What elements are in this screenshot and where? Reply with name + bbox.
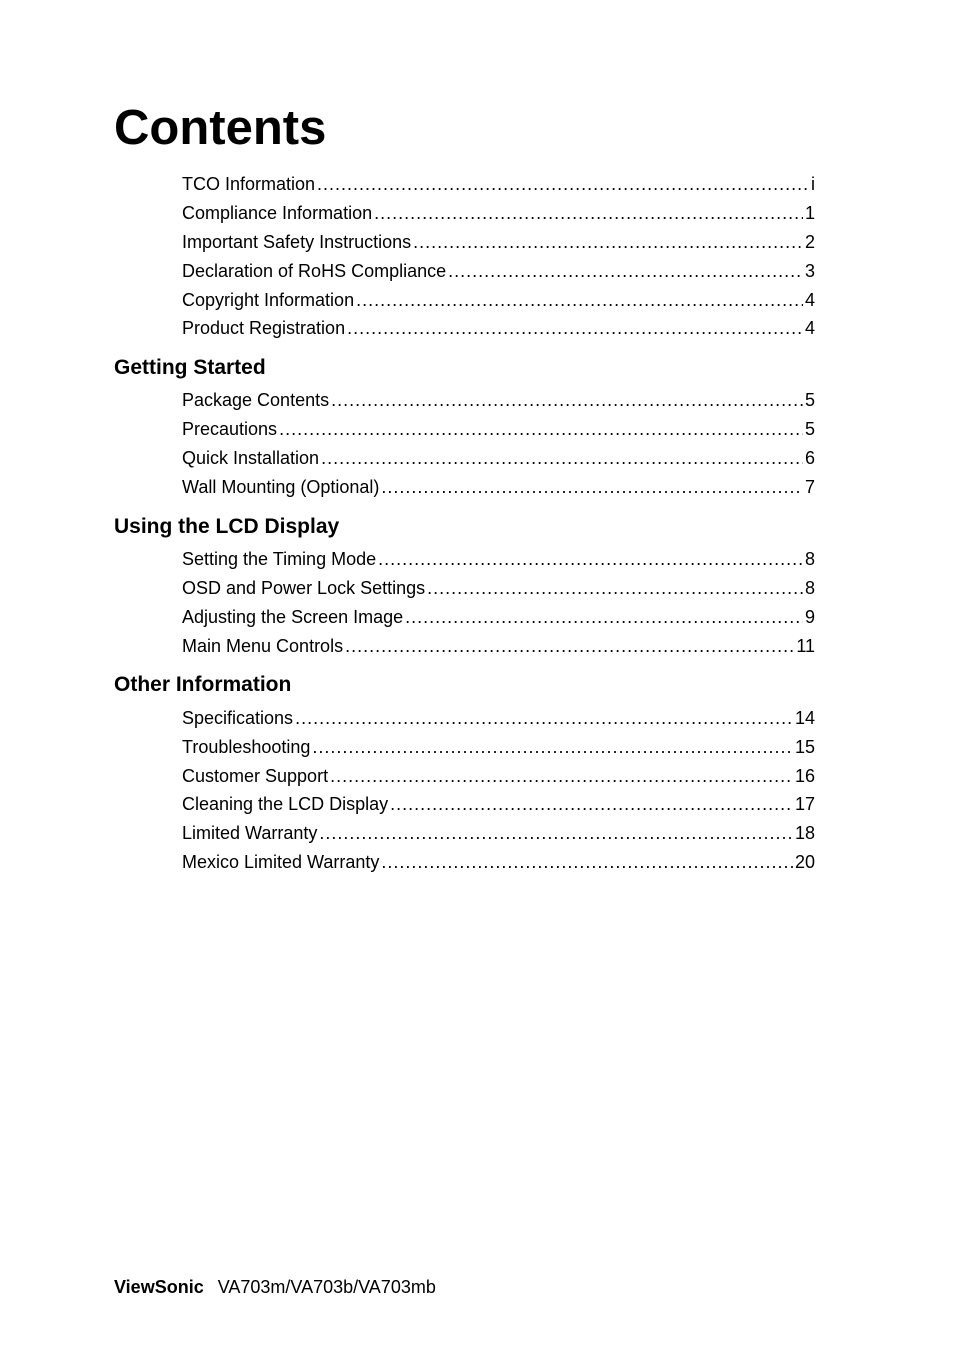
toc-entry-precautions[interactable] (182, 417, 815, 441)
toc-entry-leader (312, 735, 793, 759)
toc-entry-leader (319, 821, 793, 845)
toc-entry-page: 8 (804, 578, 815, 598)
toc-entry-leader (405, 605, 803, 629)
toc-entry-page: 1 (804, 203, 815, 223)
toc-entry-mexico-limited-warranty[interactable] (182, 850, 815, 874)
toc-entry-title: Wall Mounting (Optional) (182, 477, 380, 497)
toc-entry-title: Compliance Information (182, 203, 373, 223)
toc-entry-page: 6 (804, 448, 815, 468)
toc-entry-limited-warranty[interactable] (182, 821, 815, 845)
toc-entry-title: Setting the Timing Mode (182, 549, 377, 569)
toc-entry-title: Quick Installation (182, 448, 320, 468)
toc-entry-title: Troubleshooting (182, 737, 311, 757)
toc-entry-adjusting-the-screen-image[interactable] (182, 605, 815, 629)
page-title: Contents (114, 101, 327, 155)
toc-entry-title: Mexico Limited Warranty (182, 852, 380, 872)
toc-entry-customer-support[interactable] (182, 764, 815, 788)
toc-entry-title: Cleaning the LCD Display (182, 794, 389, 814)
toc-entry-leader (378, 547, 803, 571)
section-heading-using-the-lcd-display[interactable]: Using the LCD Display (114, 515, 340, 538)
toc-entry-title: OSD and Power Lock Settings (182, 578, 426, 598)
footer-brand: ViewSonic (114, 1277, 204, 1297)
toc-entry-title: Specifications (182, 708, 294, 728)
toc-entry-leader (317, 172, 809, 196)
toc-entry-title: Important Safety Instructions (182, 232, 412, 252)
toc-entry-setting-the-timing-mode[interactable] (182, 547, 815, 571)
toc-entry-page: 4 (804, 318, 815, 338)
toc-entry-leader (345, 634, 794, 658)
toc-entry-page: 4 (804, 290, 815, 310)
toc-entry-title: Adjusting the Screen Image (182, 607, 404, 627)
toc-entry-page: 14 (794, 708, 815, 728)
toc-entry-compliance-information[interactable] (182, 201, 815, 225)
toc-entry-page: 2 (804, 232, 815, 252)
toc-entry-wall-mounting[interactable] (182, 475, 815, 499)
toc-entry-leader (374, 201, 803, 225)
toc-entry-page: i (811, 174, 815, 194)
toc-entry-troubleshooting[interactable] (182, 735, 815, 759)
toc-entry-page: 15 (794, 737, 815, 757)
toc-entry-tco-information[interactable] (182, 172, 815, 196)
toc-entry-cleaning-the-lcd-display[interactable] (182, 792, 815, 816)
toc-entry-page: 3 (804, 261, 815, 281)
toc-entry-leader (381, 475, 803, 499)
toc-entry-page: 18 (794, 823, 815, 843)
toc-entry-page: 9 (804, 607, 815, 627)
section-heading-other-information[interactable]: Other Information (114, 673, 292, 696)
footer-model: VA703m/VA703b/VA703mb (217, 1277, 436, 1297)
toc-entry-leader (330, 764, 793, 788)
toc-entry-leader (448, 259, 803, 283)
toc-entry-specifications[interactable] (182, 706, 815, 730)
toc-entry-main-menu-controls[interactable] (182, 634, 815, 658)
toc-entry-osd-and-power-lock-settings[interactable] (182, 576, 815, 600)
toc-entry-important-safety-instructions[interactable] (182, 230, 815, 254)
toc-entry-leader (331, 388, 803, 412)
toc-entry-page: 7 (804, 477, 815, 497)
toc-entry-product-registration[interactable] (182, 316, 815, 340)
section-heading-getting-started[interactable]: Getting Started (114, 356, 266, 379)
page-footer (114, 1275, 436, 1299)
toc-entry-title: Precautions (182, 419, 278, 439)
toc-entry-leader (347, 316, 803, 340)
toc-entry-leader (279, 417, 803, 441)
toc-entry-leader (413, 230, 803, 254)
toc-entry-copyright-information[interactable] (182, 288, 815, 312)
toc-entry-leader (427, 576, 803, 600)
toc-entry-page: 11 (796, 636, 815, 656)
toc-entry-package-contents[interactable] (182, 388, 815, 412)
toc-entry-title: Package Contents (182, 390, 330, 410)
toc-entry-leader (356, 288, 803, 312)
toc-entry-page: 16 (794, 766, 815, 786)
toc-entry-page: 5 (804, 390, 815, 410)
toc-entry-leader (321, 446, 803, 470)
toc-entry-title: Customer Support (182, 766, 329, 786)
toc-entry-title: Declaration of RoHS Compliance (182, 261, 447, 281)
toc-entry-leader (381, 850, 793, 874)
toc-entry-title: Limited Warranty (182, 823, 318, 843)
toc-entry-title: Main Menu Controls (182, 636, 344, 656)
toc-entry-quick-installation[interactable] (182, 446, 815, 470)
toc-entry-page: 17 (794, 794, 815, 814)
toc-entry-leader (295, 706, 793, 730)
toc-entry-title: Product Registration (182, 318, 346, 338)
toc-entry-title: Copyright Information (182, 290, 355, 310)
toc-entry-page: 5 (804, 419, 815, 439)
toc-entry-leader (390, 792, 793, 816)
toc-entry-page: 8 (804, 549, 815, 569)
toc-entry-page: 20 (794, 852, 815, 872)
toc-entry-declaration-of-rohs-compliance[interactable] (182, 259, 815, 283)
toc-entry-title: TCO Information (182, 174, 316, 194)
